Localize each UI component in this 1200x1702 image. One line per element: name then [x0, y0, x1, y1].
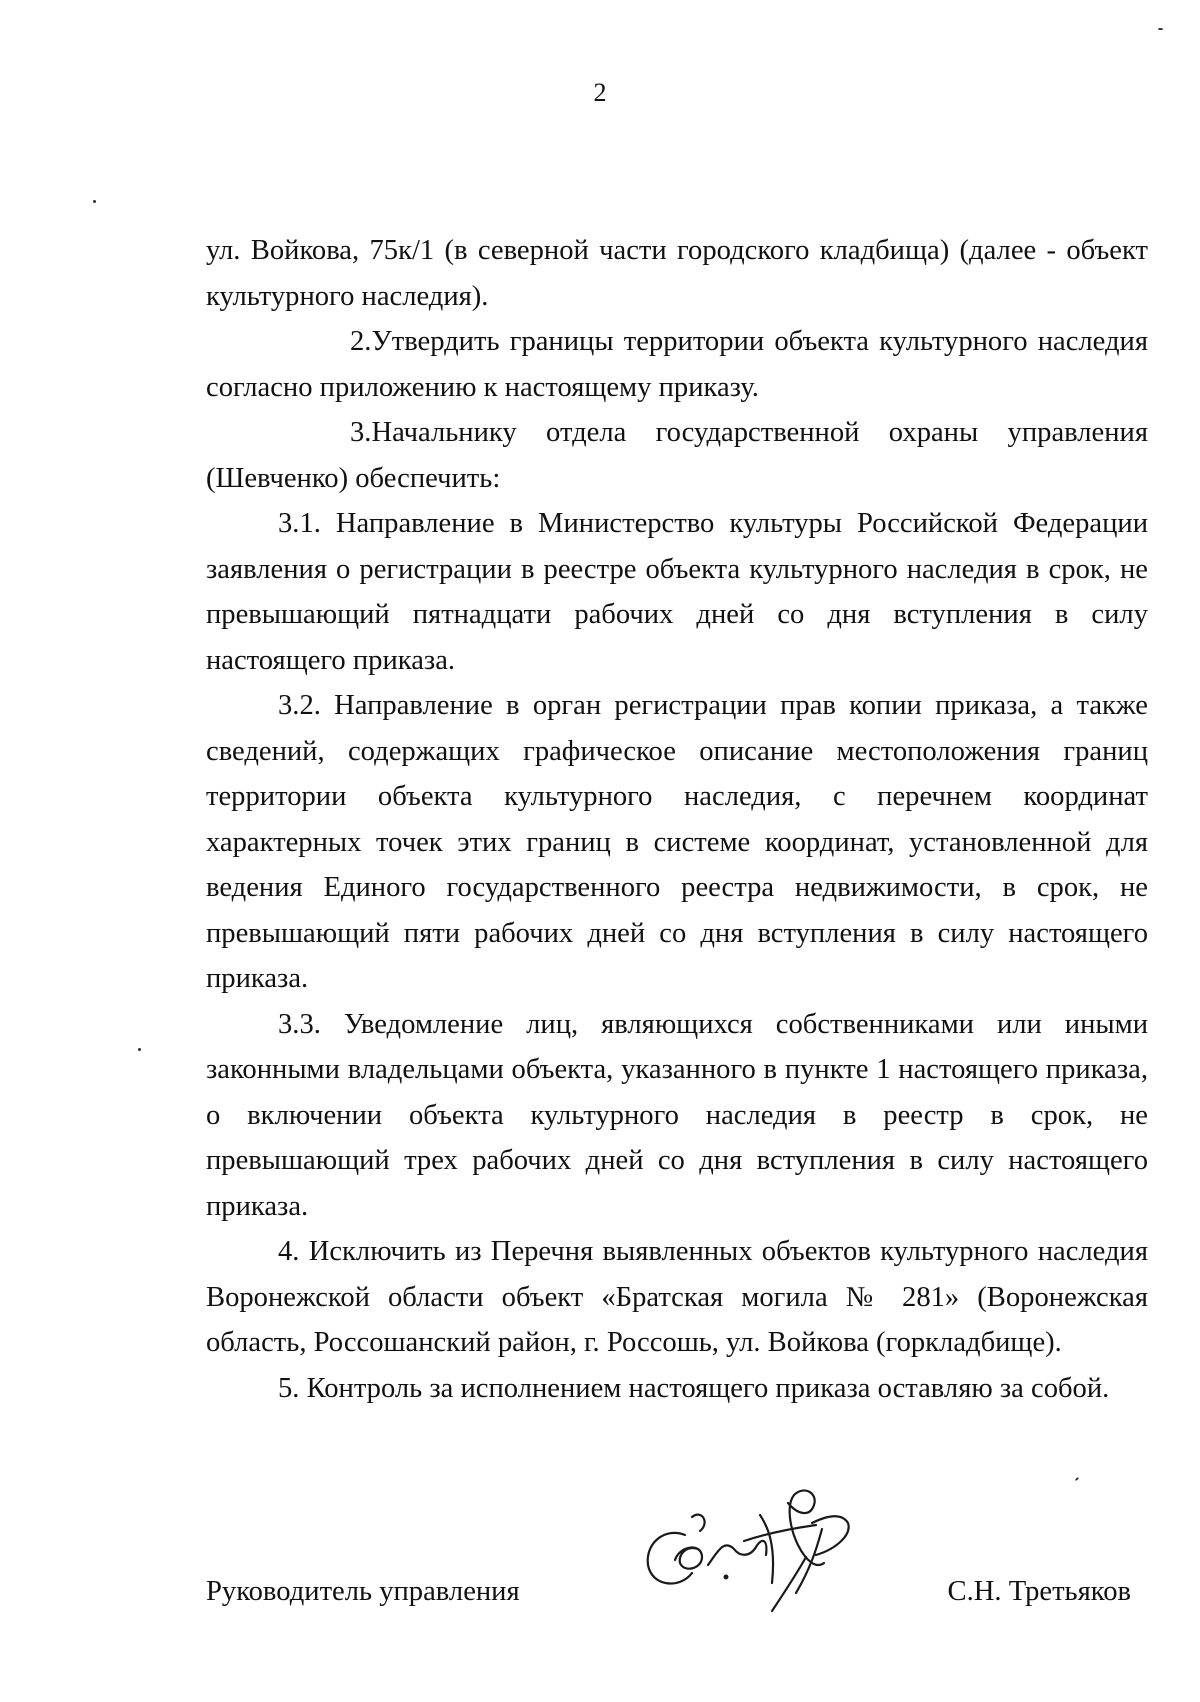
paragraph-number: 3.	[350, 417, 372, 448]
paragraph-address: ул. Войкова, 75к/1 (в северной части городского кладбища) (далее - объект культурного наследия).	[206, 235, 1148, 312]
paragraph-3-1: 3.1. Направление в Министерство культуры Российской Федерации заявления о регистрации в реестре объекта культурного наследия в срок, не превышающий пятнадцати рабочих дней со дня вступления в силу настоящего приказа.	[206, 508, 1148, 676]
scan-speck	[1075, 1477, 1079, 1481]
paragraph-text: Утвердить границы территории объекта культурного наследия согласно приложению к настоящему приказу.	[206, 326, 1148, 403]
signature-block	[206, 1568, 1131, 1628]
signatory-position: Руководитель управления	[206, 1576, 520, 1607]
scan-speck	[1158, 28, 1163, 30]
signatory-name: С.Н. Третьяков	[947, 1576, 1131, 1607]
paragraph-number: 2.	[350, 326, 372, 357]
paragraph-text: Начальнику отдела государственной охраны управления (Шевченко) обеспечить:	[206, 417, 1148, 494]
paragraph-5: 5. Контроль за исполнением настоящего приказа оставляю за собой.	[278, 1372, 1110, 1404]
page-number: 2	[593, 78, 607, 107]
paragraph-4: 4. Исключить из Перечня выявленных объектов культурного наследия Воронежской области объект «Братская могила № 281» (Воронежская область, Россошанский район, г. Россошь, ул. Войкова (горкладбище).	[206, 1236, 1148, 1358]
paragraph-3-3: 3.3. Уведомление лиц, являющихся собственниками или иными законными владельцами объекта, указанного в пункте 1 настоящего приказа, о включении объекта культурного наследия в реестр в срок, не превышающий трех рабочих дней со дня вступления в силу настоящего приказа.	[206, 1008, 1148, 1222]
document-body	[206, 228, 1148, 1411]
paragraph-3-2: 3.2. Направление в орган регистрации прав копии приказа, а также сведений, содержащих графическое описание местоположения границ территории объекта культурного наследия, с перечнем координат характерных точек этих границ в системе координат, установленной для ведения Единого государственного реестра недвижимости, в срок, не превышающий пяти рабочих дней со дня вступления в силу настоящего приказа.	[206, 690, 1148, 994]
paragraph-2	[206, 319, 1148, 410]
scan-speck	[138, 1048, 141, 1051]
scan-speck	[93, 200, 96, 203]
paragraph-3	[206, 410, 1148, 501]
